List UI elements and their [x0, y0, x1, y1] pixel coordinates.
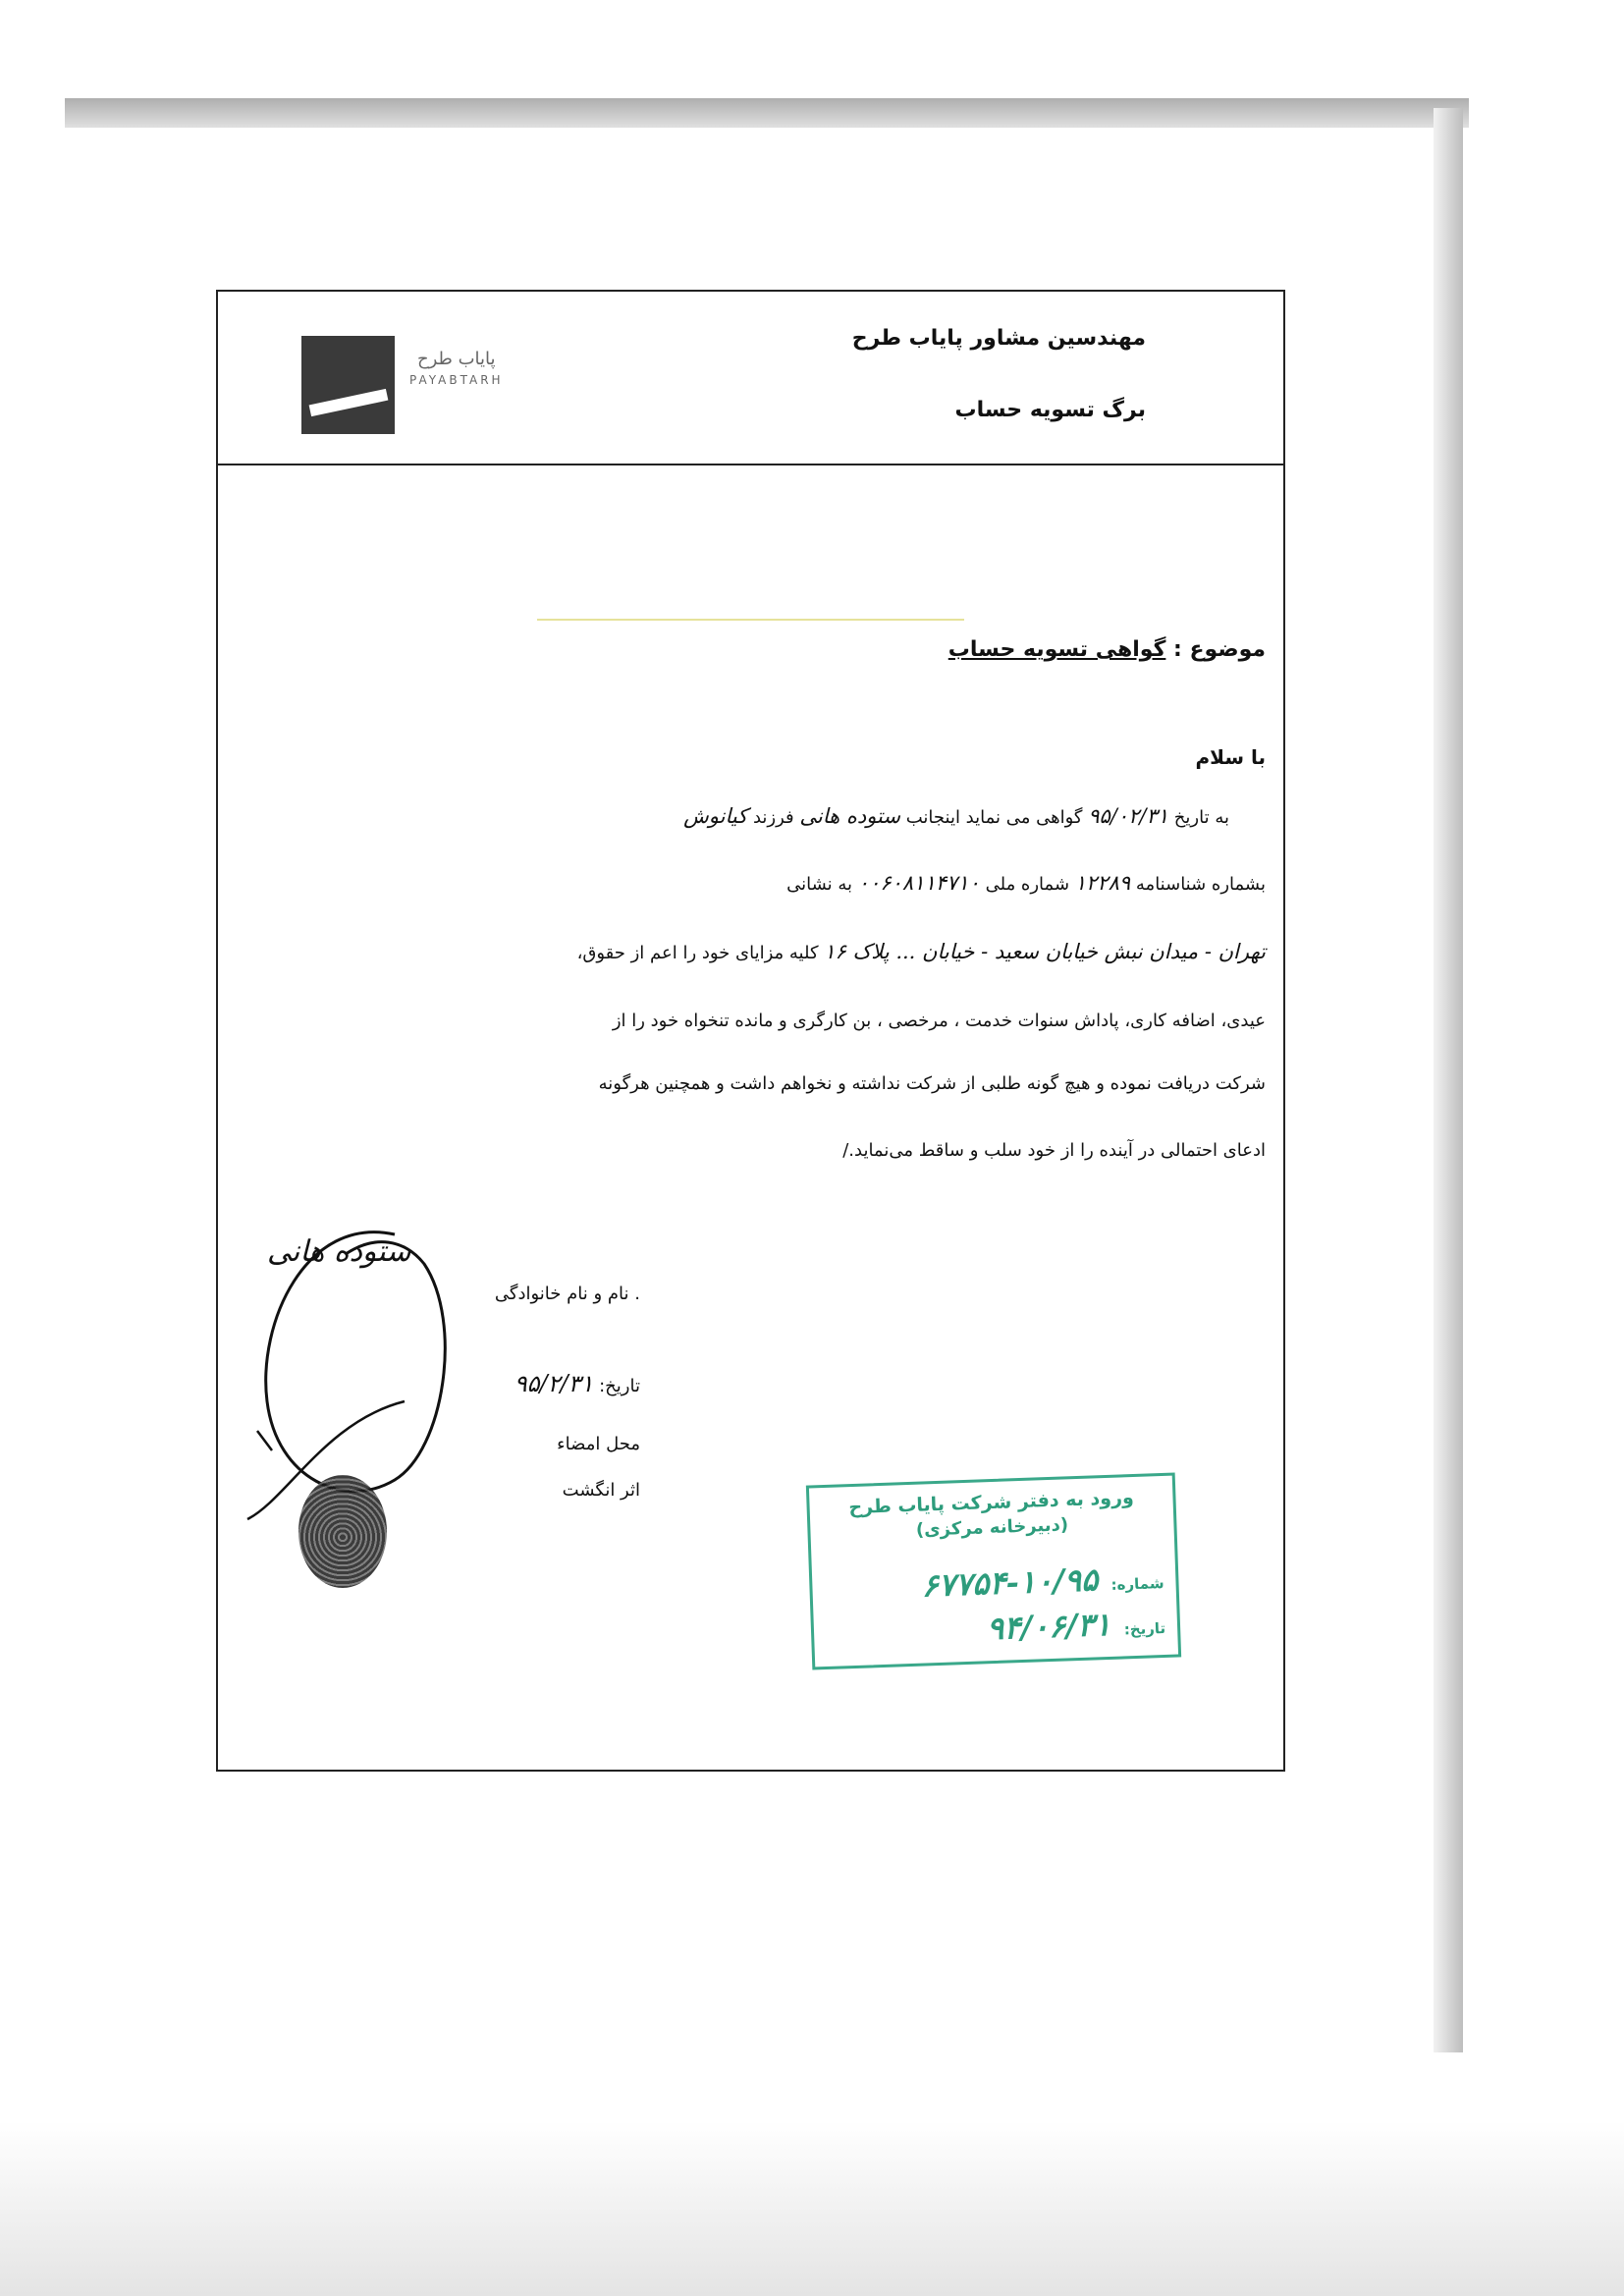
date-value: ۹۵/۲/۳۱	[514, 1370, 594, 1397]
stamp-number-label: شماره:	[1110, 1573, 1164, 1594]
scan-shadow-right	[1434, 108, 1463, 2052]
stamp-date-value: ۹۴/۰۶/۳۱	[986, 1605, 1112, 1648]
logo-text-en: PAYABTARH	[409, 373, 504, 387]
company-name: مهندسین مشاور پایاب طرح	[851, 326, 1146, 351]
signature-area	[228, 1205, 640, 1578]
filled-name: ستوده هانی	[799, 804, 900, 828]
stamp-number	[921, 1558, 1164, 1605]
filled-father-name: کیانوش	[683, 804, 748, 828]
text: به نشانی	[786, 874, 853, 895]
date-label: تاریخ:	[599, 1376, 640, 1396]
subject-value: گواهی تسویه حساب	[947, 637, 1166, 662]
body-line-5: شرکت دریافت نموده و هیچ گونه طلبی از شرکت نداشته و نخواهم داشت و همچنین هرگونه	[598, 1073, 1266, 1094]
subject-label: موضوع :	[1173, 637, 1266, 662]
fingerprint-icon	[298, 1475, 387, 1588]
logo-text	[409, 349, 504, 387]
sign-label: محل امضاء	[557, 1434, 640, 1454]
body-line-1	[683, 804, 1229, 828]
body-line-4: عیدی، اضافه کاری، پاداش سنوات خدمت ، مرخصی ، بن کارگری و مانده تنخواه خود را از	[612, 1011, 1266, 1031]
stamp-date	[986, 1604, 1165, 1647]
filled-date: ۹۵/۰۲/۳۱	[1088, 804, 1169, 828]
scan-shadow-bottom	[0, 2121, 1624, 2296]
logo-text-fa: پایاب طرح	[417, 349, 496, 369]
scan-shadow-top	[65, 98, 1469, 128]
text: کلیه مزایای خود را اعم از حقوق،	[576, 943, 819, 963]
handwritten-signature: ستوده هانی	[267, 1234, 411, 1269]
body-line-6: ادعای احتمالی در آینده را از خود سلب و ساقط می‌نماید./	[842, 1140, 1266, 1161]
text: شماره ملی	[985, 874, 1070, 895]
stamp-title: ورود به دفتر شرکت پایاب طرح	[847, 1486, 1135, 1519]
text: گواهی می نماید اینجانب	[905, 807, 1083, 828]
stamp-date-label: تاریخ:	[1123, 1618, 1166, 1639]
body-line-3	[577, 940, 1266, 963]
company-logo-icon	[301, 336, 395, 434]
form-title: برگ تسویه حساب	[954, 398, 1146, 422]
filled-id-number: ۱۲۲۸۹	[1074, 871, 1131, 895]
text: بشماره شناسنامه	[1135, 874, 1266, 895]
filled-address: تهران - میدان نبش خیابان سعید - خیابان ... پلاک ۱۶	[824, 940, 1266, 963]
registration-stamp	[806, 1472, 1181, 1669]
divider	[537, 619, 964, 621]
text: به تاریخ	[1173, 807, 1229, 828]
text: فرزند	[752, 807, 794, 828]
filled-national-id: ۰۰۶۰۸۱۱۴۷۱۰	[857, 871, 980, 895]
name-label: . نام و نام خانوادگی	[494, 1284, 640, 1304]
stamp-subtitle: (دبیرخانه مرکزی)	[915, 1514, 1069, 1541]
subject-line	[948, 637, 1266, 662]
thumbprint-label: اثر انگشت	[562, 1480, 640, 1501]
document-header	[218, 292, 1283, 465]
body-line-2	[786, 871, 1266, 895]
date-field	[514, 1370, 640, 1397]
greeting: با سلام	[1195, 745, 1266, 769]
stamp-number-value: ۱۰/۹۵-۶۷۷۵۴	[920, 1560, 1099, 1605]
